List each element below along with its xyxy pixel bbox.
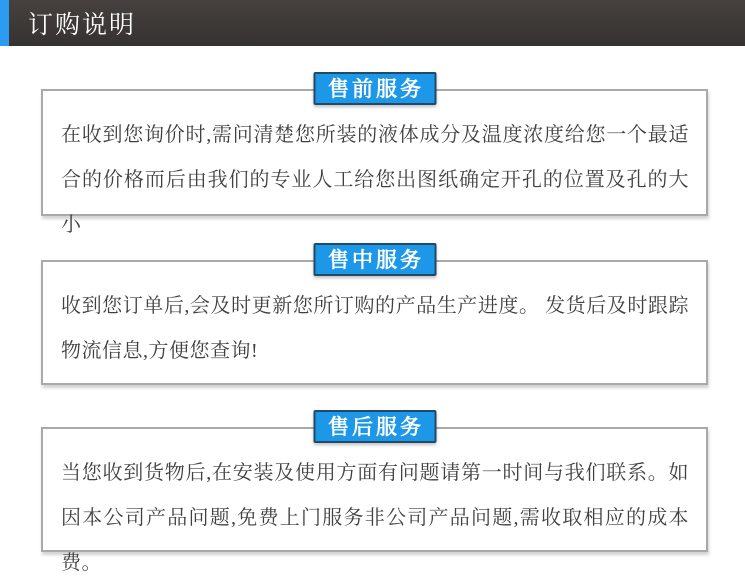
aftersale-service-badge: 售后服务	[313, 410, 436, 443]
accent-stripe	[0, 0, 9, 46]
midsale-service-section	[41, 247, 708, 385]
aftersale-service-text: 当您收到货物后,在安装及使用方面有问题请第一时间与我们联系。如因本公司产品问题,免费上门服务非公司产品问题,需收取相应的成本费。	[61, 462, 689, 574]
midsale-service-badge: 售中服务	[313, 243, 436, 276]
page-title-bar	[0, 0, 745, 46]
presale-service-text: 在收到您询价时,需问清楚您所装的液体成分及温度浓度给您一个最适合的价格而后由我们的专业人工给您出图纸确定开孔的位置及孔的大小	[61, 124, 689, 236]
aftersale-service-section	[41, 414, 708, 574]
page-title: 订购说明	[28, 11, 137, 39]
presale-service-section	[41, 76, 708, 236]
presale-service-badge: 售前服务	[313, 72, 436, 105]
midsale-service-text: 收到您订单后,会及时更新您所订购的产品生产进度。 发货后及时跟踪物流信息,方便您查询!	[61, 295, 689, 362]
